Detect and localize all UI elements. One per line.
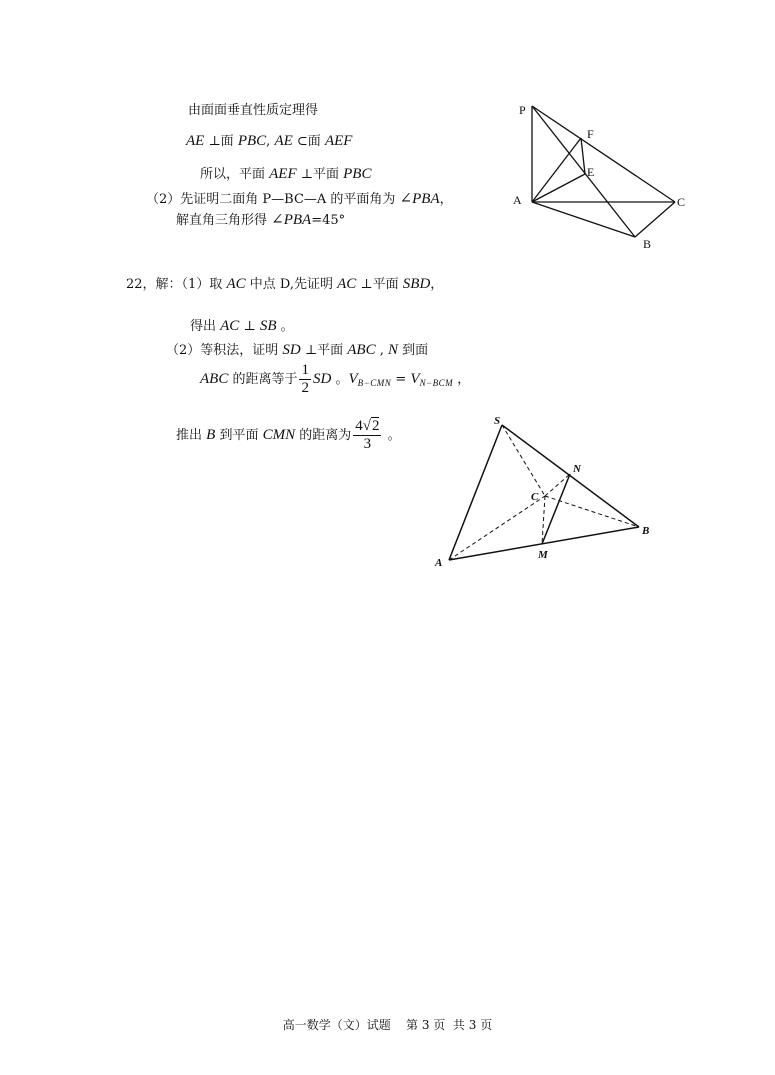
question-number: 22， [126, 277, 156, 292]
edge-sa [449, 425, 502, 560]
page-footer [0, 1016, 775, 1033]
q21-line-4 [146, 191, 453, 208]
edge-ab [532, 202, 635, 237]
digit: 4 [355, 418, 363, 434]
math-cmn: CMN [262, 427, 296, 443]
edge-ac [449, 496, 545, 560]
text: ， [439, 192, 453, 207]
figure-pyramid-pabc [505, 98, 705, 258]
math-aef: AEF [269, 166, 297, 182]
math-ac: AC [226, 276, 246, 292]
math-sd: SD [312, 371, 332, 387]
footer-text: 高一数学（文）试题 第 3 页 共 3 页 [282, 1018, 493, 1032]
fraction-numerator [353, 418, 381, 436]
q21-line-2 [186, 133, 352, 150]
math-sb: SB [259, 318, 277, 334]
label-a: A [435, 557, 443, 569]
text: ， [430, 277, 444, 292]
text: 解：（1）取 [155, 277, 227, 292]
edge-af [532, 138, 581, 202]
text: 到平面 [215, 428, 263, 443]
perp-text: ⊥ [239, 319, 260, 334]
math-n: N [388, 342, 399, 358]
label-e: E [587, 165, 595, 179]
label-f: F [587, 127, 594, 141]
radicand: 2 [371, 418, 380, 434]
subset-text: ⊂面 [292, 134, 325, 149]
text: 。 [383, 428, 401, 443]
edge-sb [502, 425, 639, 527]
math-ae: AE [186, 133, 205, 149]
figure1-lines [532, 106, 675, 237]
comma: , [375, 343, 388, 358]
perp-text: ⊥平面 [300, 343, 348, 358]
label-p: P [519, 103, 526, 117]
edge-sc [502, 425, 545, 496]
edge-pc [532, 106, 675, 202]
math-ac-2: AC [337, 276, 357, 292]
text: 的距离等于 [228, 372, 298, 387]
text: 解直角三角形得 [176, 213, 272, 228]
perp-text: ⊥平面 [356, 277, 403, 292]
math-sd: SD [282, 342, 301, 358]
perp-text: ⊥面 [204, 134, 238, 149]
math-angle-pba: ∠PBA [271, 212, 312, 228]
text: 得出 [190, 319, 221, 334]
math-sbd: SBD [402, 276, 431, 292]
label-s: S [494, 415, 501, 427]
q22-line-5 [176, 418, 401, 453]
equals: = [391, 372, 411, 387]
fraction-denominator: 3 [363, 436, 372, 452]
q22-line-3 [166, 342, 428, 359]
subscript-b-cmn: B−CMN [357, 378, 392, 388]
label-c: C [677, 195, 686, 209]
fraction-denominator: 2 [301, 380, 309, 396]
edge-mn [542, 474, 570, 544]
q21-line-1 [188, 103, 318, 119]
label-c: C [531, 491, 539, 503]
label-b: B [642, 525, 650, 537]
label-a: A [513, 193, 522, 207]
q22-line-1 [126, 276, 443, 293]
q22-line-4 [200, 362, 470, 397]
figure2-solid-lines [449, 425, 639, 560]
text: 推出 [176, 428, 207, 443]
text: （2）先证明二面角 P—BC—A 的平面角为 [146, 192, 400, 207]
text: 中点 D,先证明 [245, 277, 338, 292]
radical-sign: √ [362, 418, 371, 434]
label-b: B [643, 237, 652, 251]
math-ac: AC [220, 318, 240, 334]
text: 。 [331, 372, 349, 387]
text: 所以，平面 [200, 167, 270, 182]
text: 到面 [398, 343, 429, 358]
text: 的距离为 [295, 428, 352, 443]
label-m: M [538, 549, 548, 561]
text: =45° [311, 213, 346, 228]
math-v: V [410, 371, 420, 387]
q21-line-3 [200, 166, 371, 183]
edge-ae [532, 174, 585, 202]
q21-text-1: 由面面垂直性质定理得 [188, 103, 319, 118]
math-angle-pba: ∠PBA [399, 191, 440, 207]
q22-line-2 [190, 318, 294, 335]
edge-bc [635, 202, 675, 237]
edge-pb [532, 106, 635, 237]
comma: , [266, 134, 275, 149]
math-b: B [206, 427, 216, 443]
perp-text: ⊥平面 [296, 167, 344, 182]
math-pbc: PBC [343, 166, 372, 182]
edge-bc [545, 496, 639, 527]
math-abc: ABC [200, 371, 229, 387]
fraction-four-root-two-over-three [353, 418, 381, 453]
figure-tetrahedron-sabc [425, 410, 665, 580]
fraction-numerator: 1 [301, 362, 309, 378]
math-aef: AEF [324, 133, 353, 149]
text: ， [453, 372, 471, 387]
q21-line-5 [176, 212, 345, 229]
subscript-n-bcm: N−BCM [419, 378, 454, 388]
text: 。 [276, 319, 294, 334]
label-n: N [573, 463, 581, 475]
math-ae-2: AE [274, 133, 293, 149]
fraction-one-half [299, 362, 311, 397]
text: （2）等积法，证明 [166, 343, 283, 358]
math-pbc: PBC [237, 133, 267, 149]
math-abc: ABC [347, 342, 376, 358]
math-v: V [348, 371, 358, 387]
